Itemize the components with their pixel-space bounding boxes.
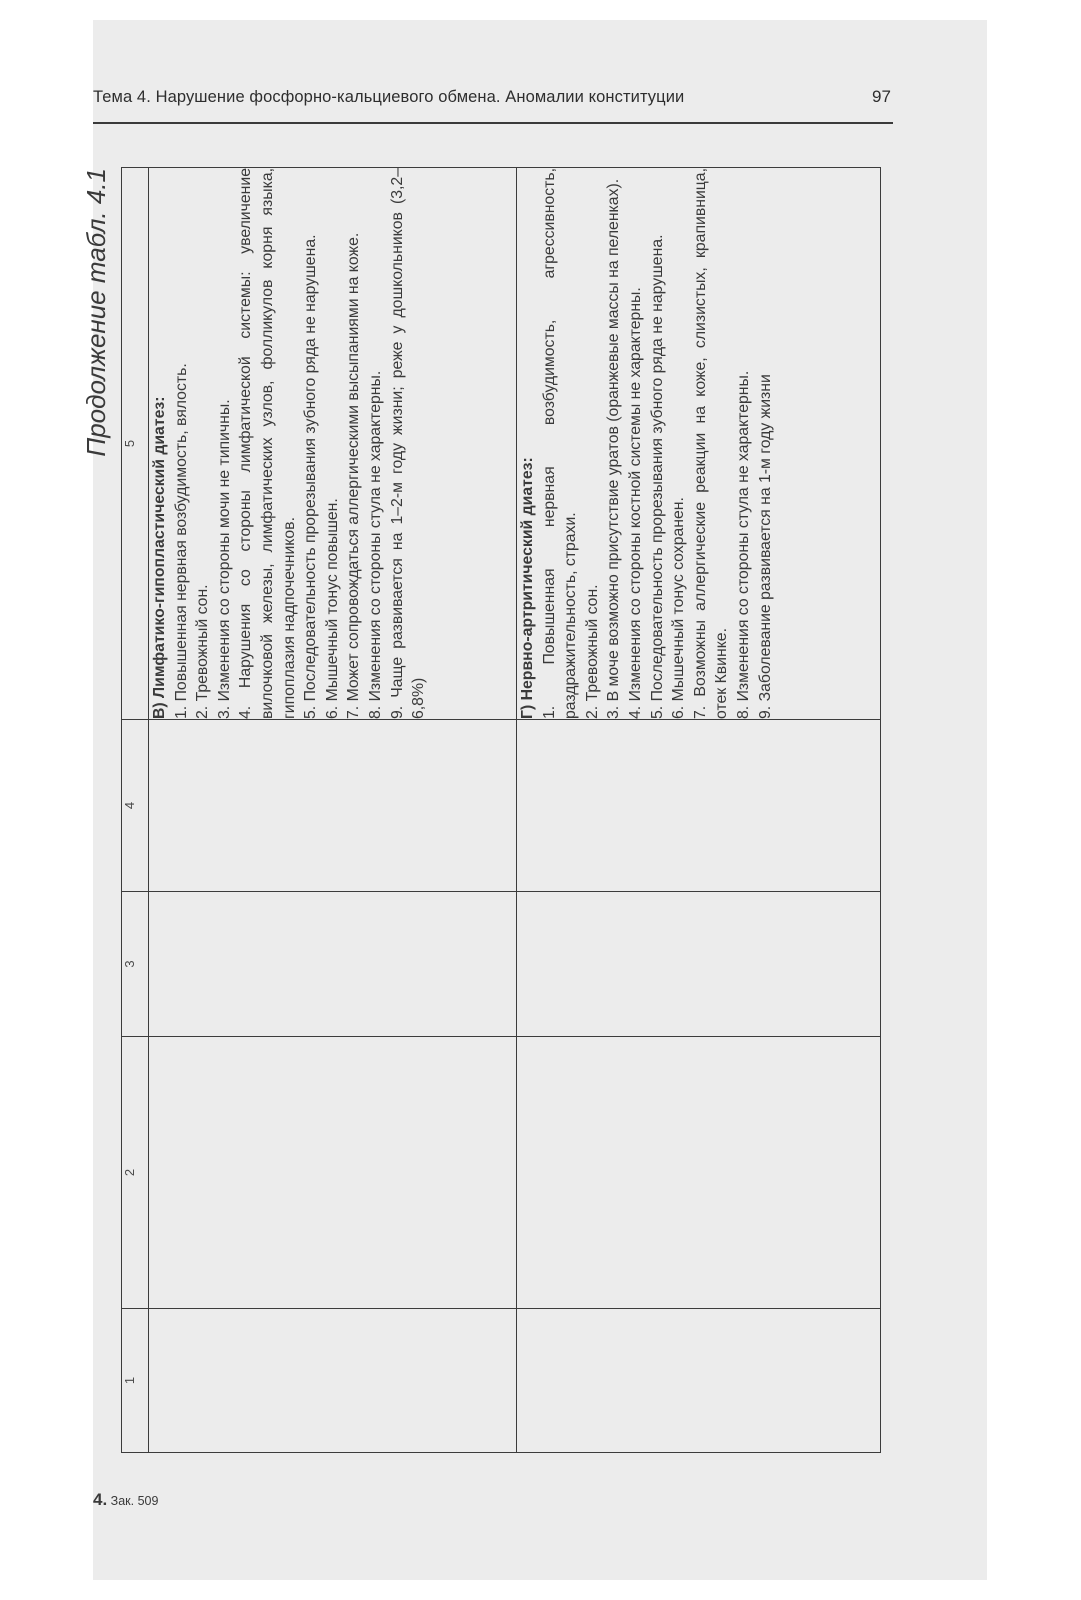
list-item: 7. Может сопровождаться аллергическими высыпаниями на коже. xyxy=(345,232,363,719)
column-number: 5 xyxy=(122,168,149,720)
list-item: 1. Повышенная нервная возбудимость, агрессивность, раздражительность, страхи. xyxy=(540,168,580,719)
list-item: 1. Повышенная нервная возбудимость, вялость. xyxy=(172,363,190,719)
list-item: 7. Возможны аллергические реакции на коже, слизистых, крапивница, отек Квинке. xyxy=(691,168,731,719)
column-number: 3 xyxy=(122,892,149,1037)
empty-cell xyxy=(149,1037,517,1309)
running-header: Тема 4. Нарушение фосфорно-кальциевого обмена. Аномалии конституции xyxy=(93,88,685,106)
description-cell xyxy=(149,168,517,720)
empty-cell xyxy=(149,892,517,1037)
list-item: 8. Изменения со стороны стула не характерны. xyxy=(734,370,752,719)
row-heading: В) Лимфатико-гипопластический диатез: xyxy=(151,396,168,719)
row-heading: Г) Нервно-артритический диатез: xyxy=(519,457,536,719)
header-rule xyxy=(93,122,893,124)
list-item: 3. Изменения со стороны мочи не типичны. xyxy=(215,399,233,719)
empty-cell xyxy=(517,720,881,892)
table-row xyxy=(517,168,881,1453)
list-item: 3. В моче возможно присутствие уратов (оранжевые массы на пеленках). xyxy=(605,178,623,719)
list-item: 4. Нарушения со стороны лимфатической системы: увеличение вилочковой железы, лимфатических узлов, фолликулов корня языка, гипоплазия надпочечников. xyxy=(237,168,298,719)
column-number: 1 xyxy=(122,1309,149,1453)
sheet-number: 4. xyxy=(93,1490,108,1509)
list-item: 5. Последовательность прорезывания зубного ряда не нарушена. xyxy=(302,234,320,719)
table-row xyxy=(149,168,517,1453)
list-item: 2. Тревожный сон. xyxy=(194,584,212,719)
list-item: 6. Мышечный тонус повышен. xyxy=(323,498,341,719)
empty-cell xyxy=(149,1309,517,1453)
description-cell xyxy=(517,168,881,720)
print-order: Зак. 509 xyxy=(110,1494,159,1508)
page-number: 97 xyxy=(872,87,891,106)
page-footer xyxy=(93,1490,158,1510)
empty-cell xyxy=(517,1309,881,1453)
column-number: 2 xyxy=(122,1037,149,1309)
list-item: 9. Заболевание развивается на 1-м году жизни xyxy=(756,374,774,719)
list-item: 5. Последовательность прорезывания зубного ряда не нарушена. xyxy=(648,234,666,719)
diathesis-table xyxy=(121,167,881,1453)
list-item: 8. Изменения со стороны стула не характерны. xyxy=(366,370,384,719)
empty-cell xyxy=(517,892,881,1037)
column-number: 4 xyxy=(122,720,149,892)
empty-cell xyxy=(517,1037,881,1309)
empty-cell xyxy=(149,720,517,892)
table-caption: Продолжение табл. 4.1 xyxy=(81,168,111,457)
list-item: 2. Тревожный сон. xyxy=(583,584,601,719)
list-item: 9. Чаще развивается на 1–2-м году жизни; реже у дошкольников (3,2–6,8%) xyxy=(388,168,428,719)
rotated-table-block xyxy=(81,168,881,1453)
list-item: 6. Мышечный тонус сохранен. xyxy=(670,497,688,719)
list-item: 4. Изменения со стороны костной системы не характерны. xyxy=(626,287,644,719)
column-number-row xyxy=(122,168,149,1453)
